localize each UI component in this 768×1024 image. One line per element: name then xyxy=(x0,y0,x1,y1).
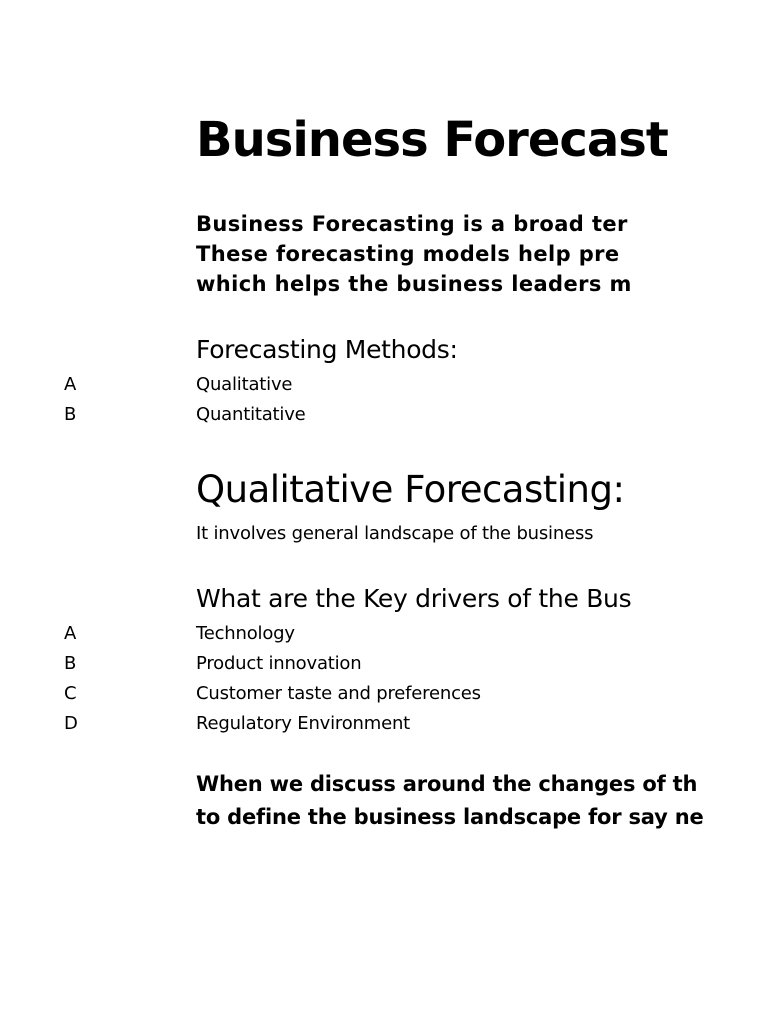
driver-marker-d: D xyxy=(64,713,78,734)
driver-item-technology: Technology xyxy=(196,623,295,644)
driver-item-regulatory: Regulatory Environment xyxy=(196,713,411,734)
page-title: Business Forecast xyxy=(196,112,668,168)
method-item-quantitative: Quantitative xyxy=(196,404,306,425)
drivers-heading: What are the Key drivers of the Bus xyxy=(196,584,632,613)
driver-marker-c: C xyxy=(64,683,77,704)
driver-marker-b: B xyxy=(64,653,77,674)
driver-item-customer-taste: Customer taste and preferences xyxy=(196,683,481,704)
method-marker-b: B xyxy=(64,404,77,425)
methods-heading: Forecasting Methods: xyxy=(196,335,458,364)
qualitative-description: It involves general landscape of the business xyxy=(196,523,594,544)
content-column xyxy=(196,0,704,1024)
closing-line-1: When we discuss around the changes of th xyxy=(196,772,698,796)
qualitative-heading: Qualitative Forecasting: xyxy=(196,468,625,511)
closing-line-2: to define the business landscape for say ne xyxy=(196,805,704,829)
intro-line-1: Business Forecasting is a broad ter xyxy=(196,212,628,236)
driver-item-product-innovation: Product innovation xyxy=(196,653,362,674)
method-marker-a: A xyxy=(64,374,77,395)
intro-line-3: which helps the business leaders m xyxy=(196,272,632,296)
driver-marker-a: A xyxy=(64,623,77,644)
intro-line-2: These forecasting models help pre xyxy=(196,242,620,266)
method-item-qualitative: Qualitative xyxy=(196,374,293,395)
